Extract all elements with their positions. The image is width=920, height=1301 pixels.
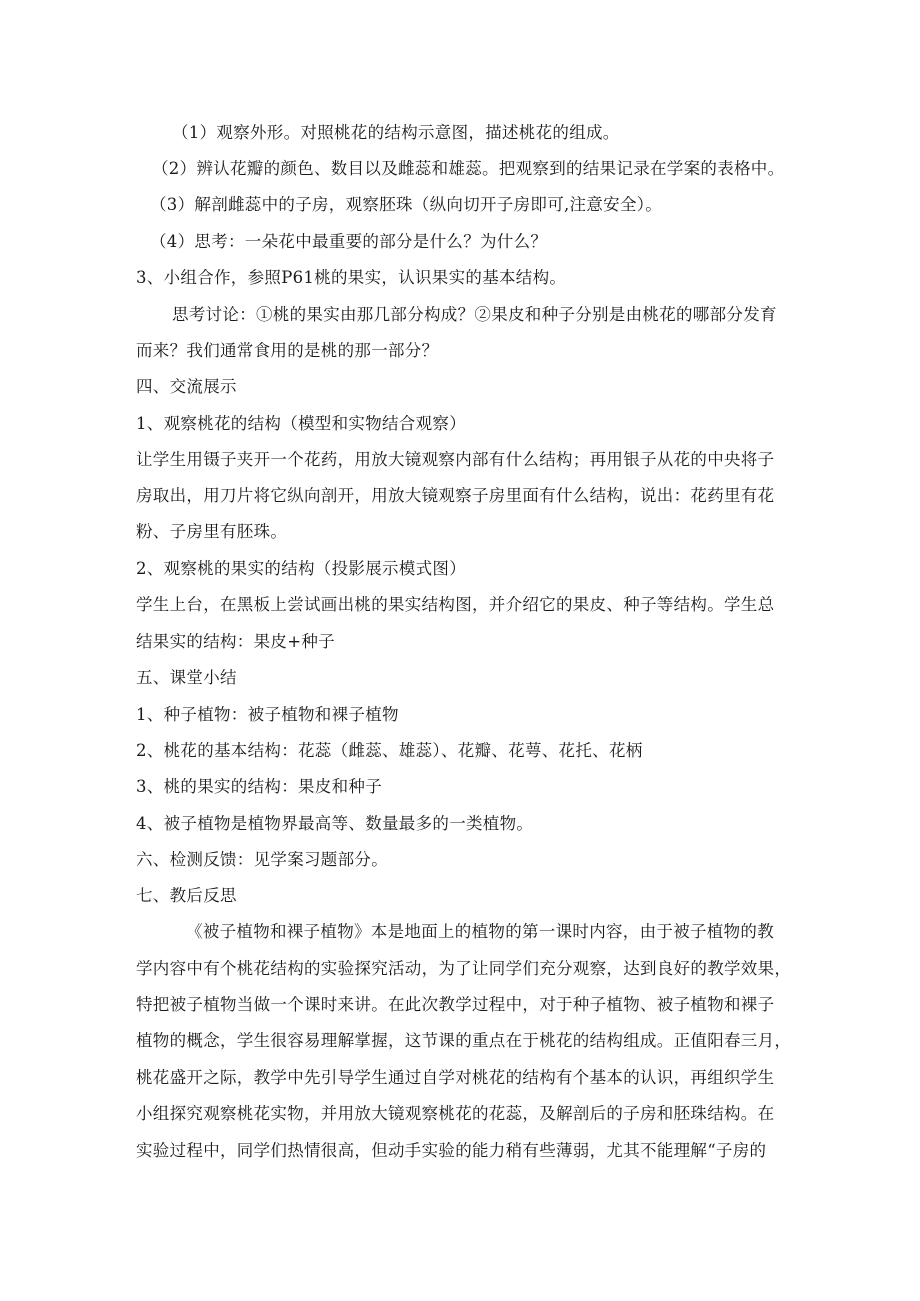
paragraph-line: 房取出，用刀片将它纵向剖开，用放大镜观察子房里面有什么结构，说出：花药里有花 [136,486,775,505]
paragraph-line: 让学生用镊子夹开一个花药，用放大镜观察内部有什么结构；再用银子从花的中央将子 [136,450,775,469]
paragraph-line: （4）思考：一朵花中最重要的部分是什么？为什么？ [150,232,548,251]
paragraph-line: （3）解剖雌蕊中的子房，观察胚珠（纵向切开子房即可,注意安全）。 [150,195,663,214]
paragraph-line: 3、小组合作，参照P61桃的果实，认识果实的基本结构。 [136,268,567,287]
paragraph-line: 《被子植物和裸子植物》本是地面上的植物的第一课时内容，由于被子植物的教 [186,922,774,941]
paragraph-line: （2）辨认花瓣的颜色、数目以及雌蕊和雄蕊。把观察到的结果记录在学案的表格中。 [152,159,785,178]
section-heading: 七、教后反思 [136,886,237,905]
paragraph-line: 实验过程中，同学们热情很高，但动手实验的能力稍有些薄弱，尤其不能理解“子房的 [136,1141,767,1160]
section-heading: 五、课堂小结 [136,668,237,687]
paragraph-line: 学生上台，在黑板上尝试画出桃的果实结构图，并介绍它的果皮、种子等结构。学生总 [136,595,775,614]
paragraph-line: 1、观察桃花的结构（模型和实物结合观察） [136,414,466,433]
paragraph-line: 2、桃花的基本结构：花蕊（雌蕊、雄蕊）、花瓣、花萼、花托、花柄 [136,741,643,760]
paragraph-line: （1）观察外形。对照桃花的结构示意图，描述桃花的组成。 [172,123,620,142]
paragraph-line: 3、桃的果实的结构：果皮和种子 [136,777,382,796]
paragraph-line: 植物的概念，学生很容易理解掌握，这节课的重点在于桃花的结构组成。正值阳春三月， [136,1031,792,1050]
paragraph-line: 思考讨论：①桃的果实由那几部分构成？②果皮和种子分别是由桃花的哪部分发育 [172,305,777,324]
paragraph-line: 结果实的结构：果皮+种子 [136,632,335,651]
paragraph-line: 桃花盛开之际，教学中先引导学生通过自学对桃花的结构有个基本的认识，再组织学生 [136,1068,775,1087]
section-heading: 四、交流展示 [136,377,237,396]
paragraph-line: 而来？我们通常食用的是桃的那一部分？ [136,341,439,360]
paragraph-line: 小组探究观察桃花实物，并用放大镜观察桃花的花蕊，及解剖后的子房和胚珠结构。在 [136,1104,775,1123]
paragraph-line: 粉、子房里有胚珠。 [136,522,288,541]
paragraph-line: 4、被子植物是植物界最高等、数量最多的一类植物。 [136,814,534,833]
paragraph-line: 2、观察桃的果实的结构（投影展示模式图） [136,559,466,578]
section-heading: 六、检测反馈：见学案习题部分。 [136,850,388,869]
paragraph-line: 1、种子植物：被子植物和裸子植物 [136,705,399,724]
paragraph-line: 特把被子植物当做一个课时来讲。在此次教学过程中，对于种子植物、被子植物和裸子 [136,995,775,1014]
paragraph-line: 学内容中有个桃花结构的实验探究活动，为了让同学们充分观察，达到良好的教学效果， [136,959,792,978]
